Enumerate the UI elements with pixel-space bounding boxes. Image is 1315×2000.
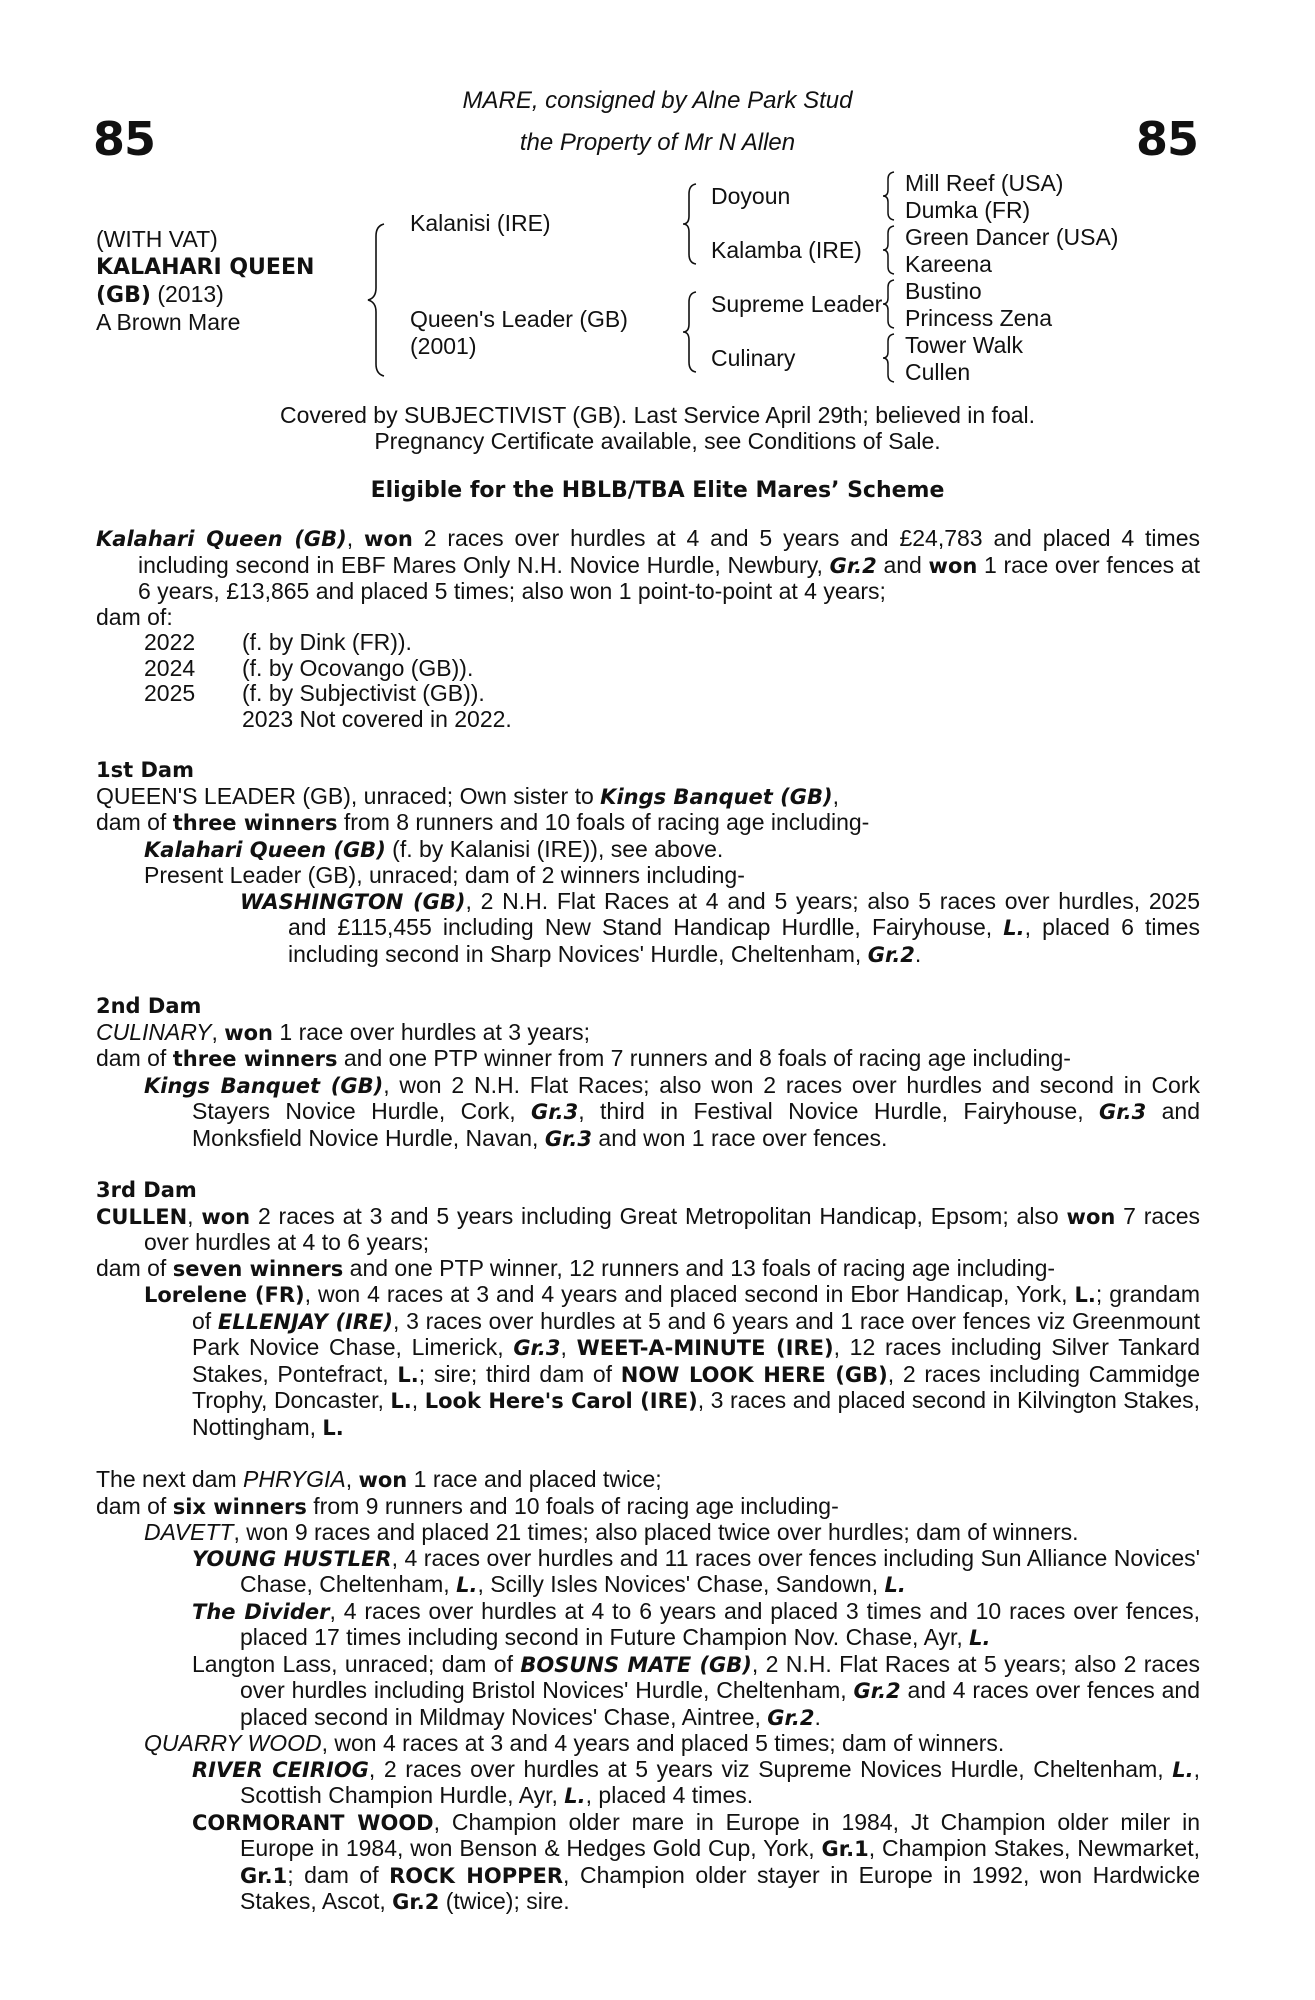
dam-dam: Culinary [711, 345, 796, 371]
consignment [0, 80, 1315, 164]
produce-entry: Langton Lass, unraced; dam of BOSUNS MATE (GB), 2 N.H. Flat Races at 5 years; also 2 races over hurdles including Bristol Novices' Hurdle, Cheltenham, Gr.2 and 4 races over fences and placed second in Mildmay Novices' Chase, Aintree, Gr.2. [192, 1650, 1201, 1730]
produce-entry: Present Leader (GB), unraced; dam of 2 winners including- [144, 862, 745, 888]
produce-entry: The Divider, 4 races over hurdles at 4 to 6 years and placed 3 times and 10 races over fences, placed 17 times including second in Future Champion Nov. Chase, Ayr, L. [192, 1597, 1200, 1650]
pedigree-brace [880, 278, 900, 330]
pedigree-brace [880, 224, 900, 276]
produce-entry: Lorelene (FR), won 4 races at 3 and 4 years and placed second in Ebor Handicap, York, L.; grandam of ELLENJAY (IRE), 3 races over hurdles at 5 and 6 years and 1 race over fences viz Greenmount Park Novice Chase, Limerick, Gr.3, WEET-A-MINUTE (IRE), 12 races including Silver Tankard Stakes, Pontefract, L.; sire; third dam of NOW LOOK HERE (GB), 2 races including Cammidge Trophy, Doncaster, L., Look Here's Carol (IRE), 3 races and placed second in Kilvington Stakes, Nottingham, L. [144, 1281, 1201, 1440]
produce-entry: QUARRY WOOD, won 4 races at 3 and 4 years and placed 5 times; dam of winners. [144, 1730, 1005, 1756]
dam-label: Queen's Leader (GB) [410, 306, 628, 332]
sire-sire: Doyoun [711, 183, 791, 209]
horse-country: (GB) [96, 283, 151, 308]
catalogue-body [96, 526, 1200, 1916]
pedigree-brace [880, 332, 900, 384]
sire-name: Kalanisi (IRE) [410, 210, 551, 236]
gen3-item: Tower Walk [905, 332, 1023, 358]
pedigree-brace [680, 182, 702, 266]
covering-line2: Pregnancy Certificate available, see Conditions of Sale. [374, 428, 941, 454]
consignment-line2: the Property of Mr N Allen [519, 129, 796, 156]
gen3-list [905, 170, 1118, 386]
sire-dam: Kalamba (IRE) [711, 237, 862, 263]
lot-number-left: 85 [93, 112, 156, 166]
foal-note: 2023 Not covered in 2022. [242, 705, 512, 732]
first-dam-line: QUEEN'S LEADER (GB), unraced; Own sister to Kings Banquet (GB), [96, 782, 839, 809]
foal-row: 2022 (f. by Dink (FR)). [144, 629, 412, 655]
summary-paragraph: Kalahari Queen (GB), won 2 races over hurdles at 4 and 5 years and £24,783 and placed 4 times including second in EBF Mares Only N.H. Novice Hurdle, Newbury, Gr.2 and won 1 race over fences at 6 years, £13,865 and placed 5 times; also won 1 point-to-point at 4 years; [96, 525, 1201, 604]
consignment-line1: MARE, consigned by Alne Park Stud [462, 87, 853, 114]
first-dam-produce: dam of three winners from 8 runners and 10 foals of racing age including- [96, 809, 870, 835]
second-dam-line: CULINARY, won 1 race over hurdles at 3 years; [96, 1018, 591, 1045]
third-dam-produce: dam of seven winners and one PTP winner, 12 runners and 13 foals of racing age including- [96, 1254, 1056, 1281]
vat-label: (WITH VAT) [96, 226, 218, 252]
pedigree-brace [880, 170, 900, 222]
produce-entry: RIVER CEIRIOG, 2 races over hurdles at 5 years viz Supreme Novices Hurdle, Cheltenham, L., Scottish Champion Hurdle, Ayr, L., placed 4 times. [192, 1755, 1200, 1808]
foal-row: 2025 (f. by Subjectivist (GB)). [144, 680, 485, 706]
covering-line1: Covered by SUBJECTIVIST (GB). Last Service April 29th; believed in foal. [279, 402, 1036, 428]
produce-entry: WASHINGTON (GB), 2 N.H. Flat Races at 4 and 5 years; also 5 races over hurdles, 2025 and £115,455 including New Stand Handicap Hurdlle, Fairyhouse, L., placed 6 times including second in Sharp Novices' Hurdle, Cheltenham, Gr.2. [240, 887, 1200, 967]
dam-name [410, 306, 628, 360]
eligibility-note: Eligible for the HBLB/TBA Elite Mares’ Scheme [370, 478, 945, 503]
produce-entry: DAVETT, won 9 races and placed 21 times; also placed twice over hurdles; dam of winners. [144, 1519, 1079, 1545]
produce-entry: Kalahari Queen (GB) (f. by Kalanisi (IRE)), see above. [144, 835, 724, 862]
produce-entry: YOUNG HUSTLER, 4 races over hurdles and 11 races over fences including Sun Alliance Novices' Chase, Cheltenham, L., Scilly Isles Novices' Chase, Sandown, L. [192, 1544, 1200, 1597]
produce-entry: Kings Banquet (GB), won 2 N.H. Flat Races; also won 2 races over hurdles and second in Cork Stayers Novice Hurdle, Cork, Gr.3, third in Festival Novice Hurdle, Fairyhouse, Gr.3 and Monksfield Novice Hurdle, Navan, Gr.3 and won 1 race over fences. [144, 1071, 1201, 1151]
gen3-item: Dumka (FR) [905, 197, 1031, 223]
second-dam-produce: dam of three winners and one PTP winner from 7 runners and 8 foals of racing age including- [96, 1045, 1071, 1071]
dam-of-label: dam of: [96, 603, 173, 630]
gen3-item: Mill Reef (USA) [905, 170, 1064, 196]
gen3-item: Green Dancer (USA) [905, 224, 1119, 250]
horse-description: A Brown Mare [96, 309, 241, 335]
dam-year: (2001) [410, 333, 477, 359]
gen3-item: Cullen [905, 359, 971, 385]
horse-info [96, 226, 314, 336]
third-dam-line: CULLEN, won 2 races at 3 and 5 years including Great Metropolitan Handicap, Epsom; also won 7 races over hurdles at 4 to 6 years; [96, 1202, 1200, 1255]
next-dam-line: The next dam PHRYGIA, won 1 race and placed twice; [96, 1466, 662, 1492]
gen3-item: Kareena [905, 251, 992, 277]
gen3-item: Bustino [905, 278, 982, 304]
first-dam-heading: 1st Dam [96, 758, 194, 782]
pedigree-brace [680, 290, 702, 374]
gen3-item: Princess Zena [905, 305, 1053, 331]
covering-info [0, 402, 1315, 454]
third-dam-heading: 3rd Dam [96, 1178, 197, 1202]
dam-sire: Supreme Leader [711, 291, 883, 317]
second-dam-heading: 2nd Dam [96, 994, 202, 1018]
summary-horse-name: Kalahari Queen (GB) [96, 527, 347, 551]
horse-name: KALAHARI QUEEN [96, 255, 315, 280]
lot-number-right: 85 [1136, 112, 1199, 166]
next-dam-produce: dam of six winners from 9 runners and 10 foals of racing age including- [96, 1492, 839, 1519]
foal-row: 2024 (f. by Ocovango (GB)). [144, 654, 474, 681]
produce-entry: CORMORANT WOOD, Champion older mare in Europe in 1984, Jt Champion older miler in Europe in 1984, won Benson & Hedges Gold Cup, York, Gr.1, Champion Stakes, Newmarket, Gr.1; dam of ROCK HOPPER, Champion older stayer in Europe in 1992, won Hardwicke Stakes, Ascot, Gr.2 (twice); sire. [192, 1808, 1200, 1914]
pedigree-brace [364, 222, 390, 378]
horse-year: (2013) [157, 281, 224, 307]
